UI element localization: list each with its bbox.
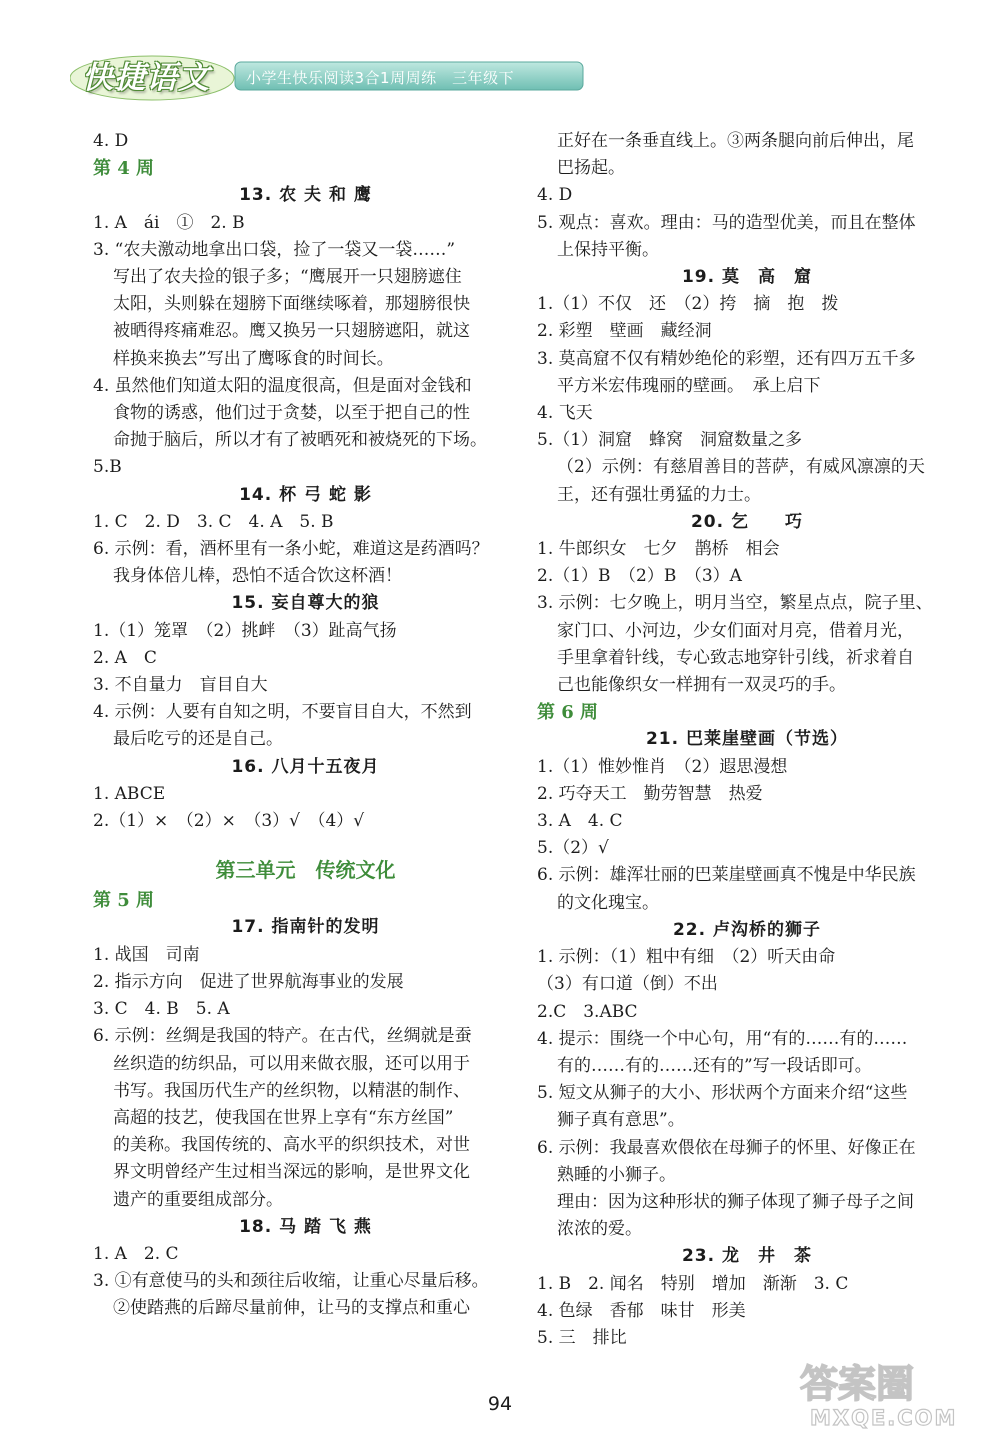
answer-line-continued: 狮子真有意思”。 xyxy=(557,1110,685,1131)
right-column xyxy=(537,128,957,1352)
banner-subtitle: 小学生快乐阅读3合1周周练 三年级下 xyxy=(246,69,515,87)
answer-line-continued: 界文明曾经产生过相当深远的影响，是世界文化 xyxy=(113,1162,470,1183)
answer-line: 4. 虽然他们知道太阳的温度很高，但是面对金钱和 xyxy=(93,375,472,396)
answer-line-continued: 己也能像织女一样拥有一双灵巧的手。 xyxy=(557,675,846,696)
answer-line: 6. 示例：我最喜欢偎依在母狮子的怀里、好像正在 xyxy=(537,1137,916,1158)
lesson-title: 21. 巴莱崖壁画（节选） xyxy=(645,729,849,750)
answer-line: 6. 示例：丝绸是我国的特产。在古代，丝绸就是蚕 xyxy=(93,1026,472,1047)
answer-line: 1. 牛郎织女 七夕 鹊桥 相会 xyxy=(537,539,780,560)
answer-line: 3. C 4. B 5. A xyxy=(93,999,230,1020)
answer-line: 4. D xyxy=(93,131,129,151)
answer-line: 2.C 3.ABC xyxy=(537,1001,638,1022)
answer-line-continued: 被晒得疼痛难忍。鹰又换另一只翅膀遮阳，就这 xyxy=(113,321,470,342)
week-label: 第 6 周 xyxy=(537,702,599,724)
answer-line-continued: 样换来换去”写出了鹰啄食的时间长。 xyxy=(113,348,394,369)
answer-line-continued: 写出了农夫捡的银子多；“鹰展开一只翅膀遮住 xyxy=(113,267,462,288)
answer-line: 4. D xyxy=(537,185,573,206)
left-column xyxy=(93,128,518,1323)
answer-line: 6. 示例：雄浑壮丽的巴莱崖壁画真不愧是中华民族 xyxy=(537,865,916,886)
watermark-url: MXQE.COM xyxy=(810,1406,958,1430)
answer-line: 4. 色绿 香郁 味甘 形美 xyxy=(537,1300,746,1321)
lesson-title: 17. 指南针的发明 xyxy=(231,917,380,938)
lesson-title: 19. 莫 高 窟 xyxy=(681,267,813,288)
lesson-title: 18. 马 踏 飞 燕 xyxy=(239,1216,372,1237)
answer-line-continued: 食物的诱惑，他们过于贪婪，以至于把自己的性 xyxy=(113,403,470,424)
answer-line: 5. 观点：喜欢。理由：马的造型优美，而且在整体 xyxy=(537,212,916,233)
answer-line: 5.（1）洞窟 蜂窝 洞窟数量之多 xyxy=(537,430,803,451)
lesson-title: 16. 八月十五夜月 xyxy=(231,756,380,777)
answer-line: 1.（1）惟妙惟肖 （2）遐思漫想 xyxy=(537,756,788,777)
watermark xyxy=(792,1353,982,1431)
answer-line: 4. 提示：围绕一个中心句，用“有的……有的…… xyxy=(537,1028,908,1049)
week-label: 第 5 周 xyxy=(93,890,155,912)
week-label: 第 4 周 xyxy=(93,158,155,180)
lesson-title: 23. 龙 井 茶 xyxy=(681,1246,813,1267)
answer-line: 5.（2）√ xyxy=(537,838,609,859)
answer-line: 2. A C xyxy=(93,647,157,668)
page-number: 94 xyxy=(487,1393,513,1415)
answer-line-continued: 王，还有强壮勇猛的力士。 xyxy=(557,484,761,505)
answer-line: 2. 巧夺天工 勤劳智慧 热爱 xyxy=(537,783,763,804)
answer-line: 5. 短文从狮子的大小、形状两个方面来介绍“这些 xyxy=(537,1083,908,1104)
answer-line-continued: 熟睡的小狮子。 xyxy=(557,1164,676,1185)
answer-line-continued: 高超的技艺，使我国在世界上享有“东方丝国” xyxy=(113,1107,454,1128)
answer-line: 1.（1）笼罩 （2）挑衅 （3）趾高气扬 xyxy=(93,620,397,641)
answer-line: 1. A ái ① 2. B xyxy=(93,212,245,233)
answer-line: 2.（1）× （2）× （3）√ （4）√ xyxy=(93,811,365,832)
answer-line-continued: 我身体倍儿棒，恐怕不适合饮这杯酒！ xyxy=(113,566,402,587)
answer-line-continued: 的美称。我国传统的、高水平的织织技术，对世 xyxy=(113,1135,470,1156)
answer-line-continued: （2）示例：有慈眉善目的菩萨，有威风凛凛的天 xyxy=(557,457,925,478)
logo: 快捷语文 xyxy=(82,60,210,96)
answer-line: 1. C 2. D 3. C 4. A 5. B xyxy=(93,511,334,532)
answer-line: 1.（1）不仅 还 （2）挎 摘 抱 拨 xyxy=(537,294,839,315)
answer-line: 1. A 2. C xyxy=(93,1243,179,1264)
watermark-title: 答案圈 xyxy=(800,1362,915,1406)
answer-line: 5. 三 排比 xyxy=(537,1327,627,1348)
answer-line: 2. 指示方向 促进了世界航海事业的发展 xyxy=(93,971,404,992)
answer-line: 3. A 4. C xyxy=(537,811,623,832)
answer-line-continued: 书写。我国历代生产的丝织物，以精湛的制作、 xyxy=(113,1080,470,1101)
lesson-title: 22. 卢沟桥的狮子 xyxy=(672,919,822,940)
answer-line: （3）有口道（倒）不出 xyxy=(537,974,718,995)
answer-line-continued: 正好在一条垂直线上。③两条腿向前后伸出，尾 xyxy=(557,131,914,151)
answer-line: 4. 飞天 xyxy=(537,403,593,424)
answer-line-continued: 家门口、小河边，少女们面对月亮，借着月光， xyxy=(557,620,914,641)
lesson-title: 15. 妄自尊大的狼 xyxy=(231,593,380,614)
answer-line-continued: 巴扬起。 xyxy=(557,158,625,179)
answer-line: 1. B 2. 闻名 特别 增加 渐渐 3. C xyxy=(537,1273,849,1294)
answer-line: 5.B xyxy=(93,457,122,478)
answer-line-continued: 最后吃亏的还是自己。 xyxy=(113,729,283,750)
answer-line: 3. ①有意使马的头和颈往后收缩，让重心尽量后移。 xyxy=(93,1271,489,1292)
lesson-title: 20. 乞 巧 xyxy=(690,511,804,532)
answer-line: 3. “农夫激动地拿出口袋，捡了一袋又一袋……” xyxy=(93,239,456,260)
answer-line: 1. 示例：（1）粗中有细 （2）听天由命 xyxy=(537,947,836,968)
answer-line-continued: 手里拿着针线，专心致志地穿针引线，祈求着自 xyxy=(557,647,914,668)
answer-line: 3. 不自量力 盲目自大 xyxy=(93,675,268,696)
answer-line: 3. 莫高窟不仅有精妙绝伦的彩塑，还有四万五千多 xyxy=(537,348,916,369)
answer-line: 2. 彩塑 壁画 藏经洞 xyxy=(537,321,712,342)
answer-line: 6. 示例：看，酒杯里有一条小蛇，难道这是药酒吗？ xyxy=(93,539,489,560)
lesson-title: 14. 杯 弓 蛇 影 xyxy=(239,484,372,505)
answer-line-continued: 丝织造的纺织品，可以用来做衣服，还可以用于 xyxy=(113,1053,470,1074)
answer-line: 3. 示例：七夕晚上，明月当空，繁星点点，院子里、 xyxy=(537,593,933,614)
lesson-title: 13. 农 夫 和 鹰 xyxy=(239,185,372,206)
answer-line: 1. 战国 司南 xyxy=(93,944,200,965)
answer-line: 4. 示例：人要有自知之明，不要盲目自大，不然到 xyxy=(93,702,472,723)
answer-line: 2.（1）B （2）B （3）A xyxy=(537,566,742,587)
answer-line-continued: 遗产的重要组成部分。 xyxy=(113,1189,283,1210)
answer-line-continued: 命抛于脑后，所以才有了被晒死和被烧死的下场。 xyxy=(113,430,487,451)
unit-title: 第三单元 传统文化 xyxy=(215,858,396,883)
answer-line-continued: 有的……有的……还有的”写一段话即可。 xyxy=(557,1055,872,1076)
answer-line: 1. ABCE xyxy=(93,783,166,804)
answer-line-continued: 平方米宏伟瑰丽的壁画。 承上启下 xyxy=(557,375,821,396)
answer-line-continued: 理由：因为这种形状的狮子体现了狮子母子之间 xyxy=(557,1191,914,1212)
answer-line-continued: 的文化瑰宝。 xyxy=(557,892,659,913)
answer-line-continued: ②使踏燕的后蹄尽量前伸，让马的支撑点和重心 xyxy=(113,1298,470,1319)
answer-line-continued: 浓浓的爱。 xyxy=(557,1219,642,1240)
answer-line-continued: 上保持平衡。 xyxy=(557,239,659,260)
answer-line-continued: 太阳，头则躲在翅膀下面继续啄着，那翅膀很快 xyxy=(113,294,470,315)
